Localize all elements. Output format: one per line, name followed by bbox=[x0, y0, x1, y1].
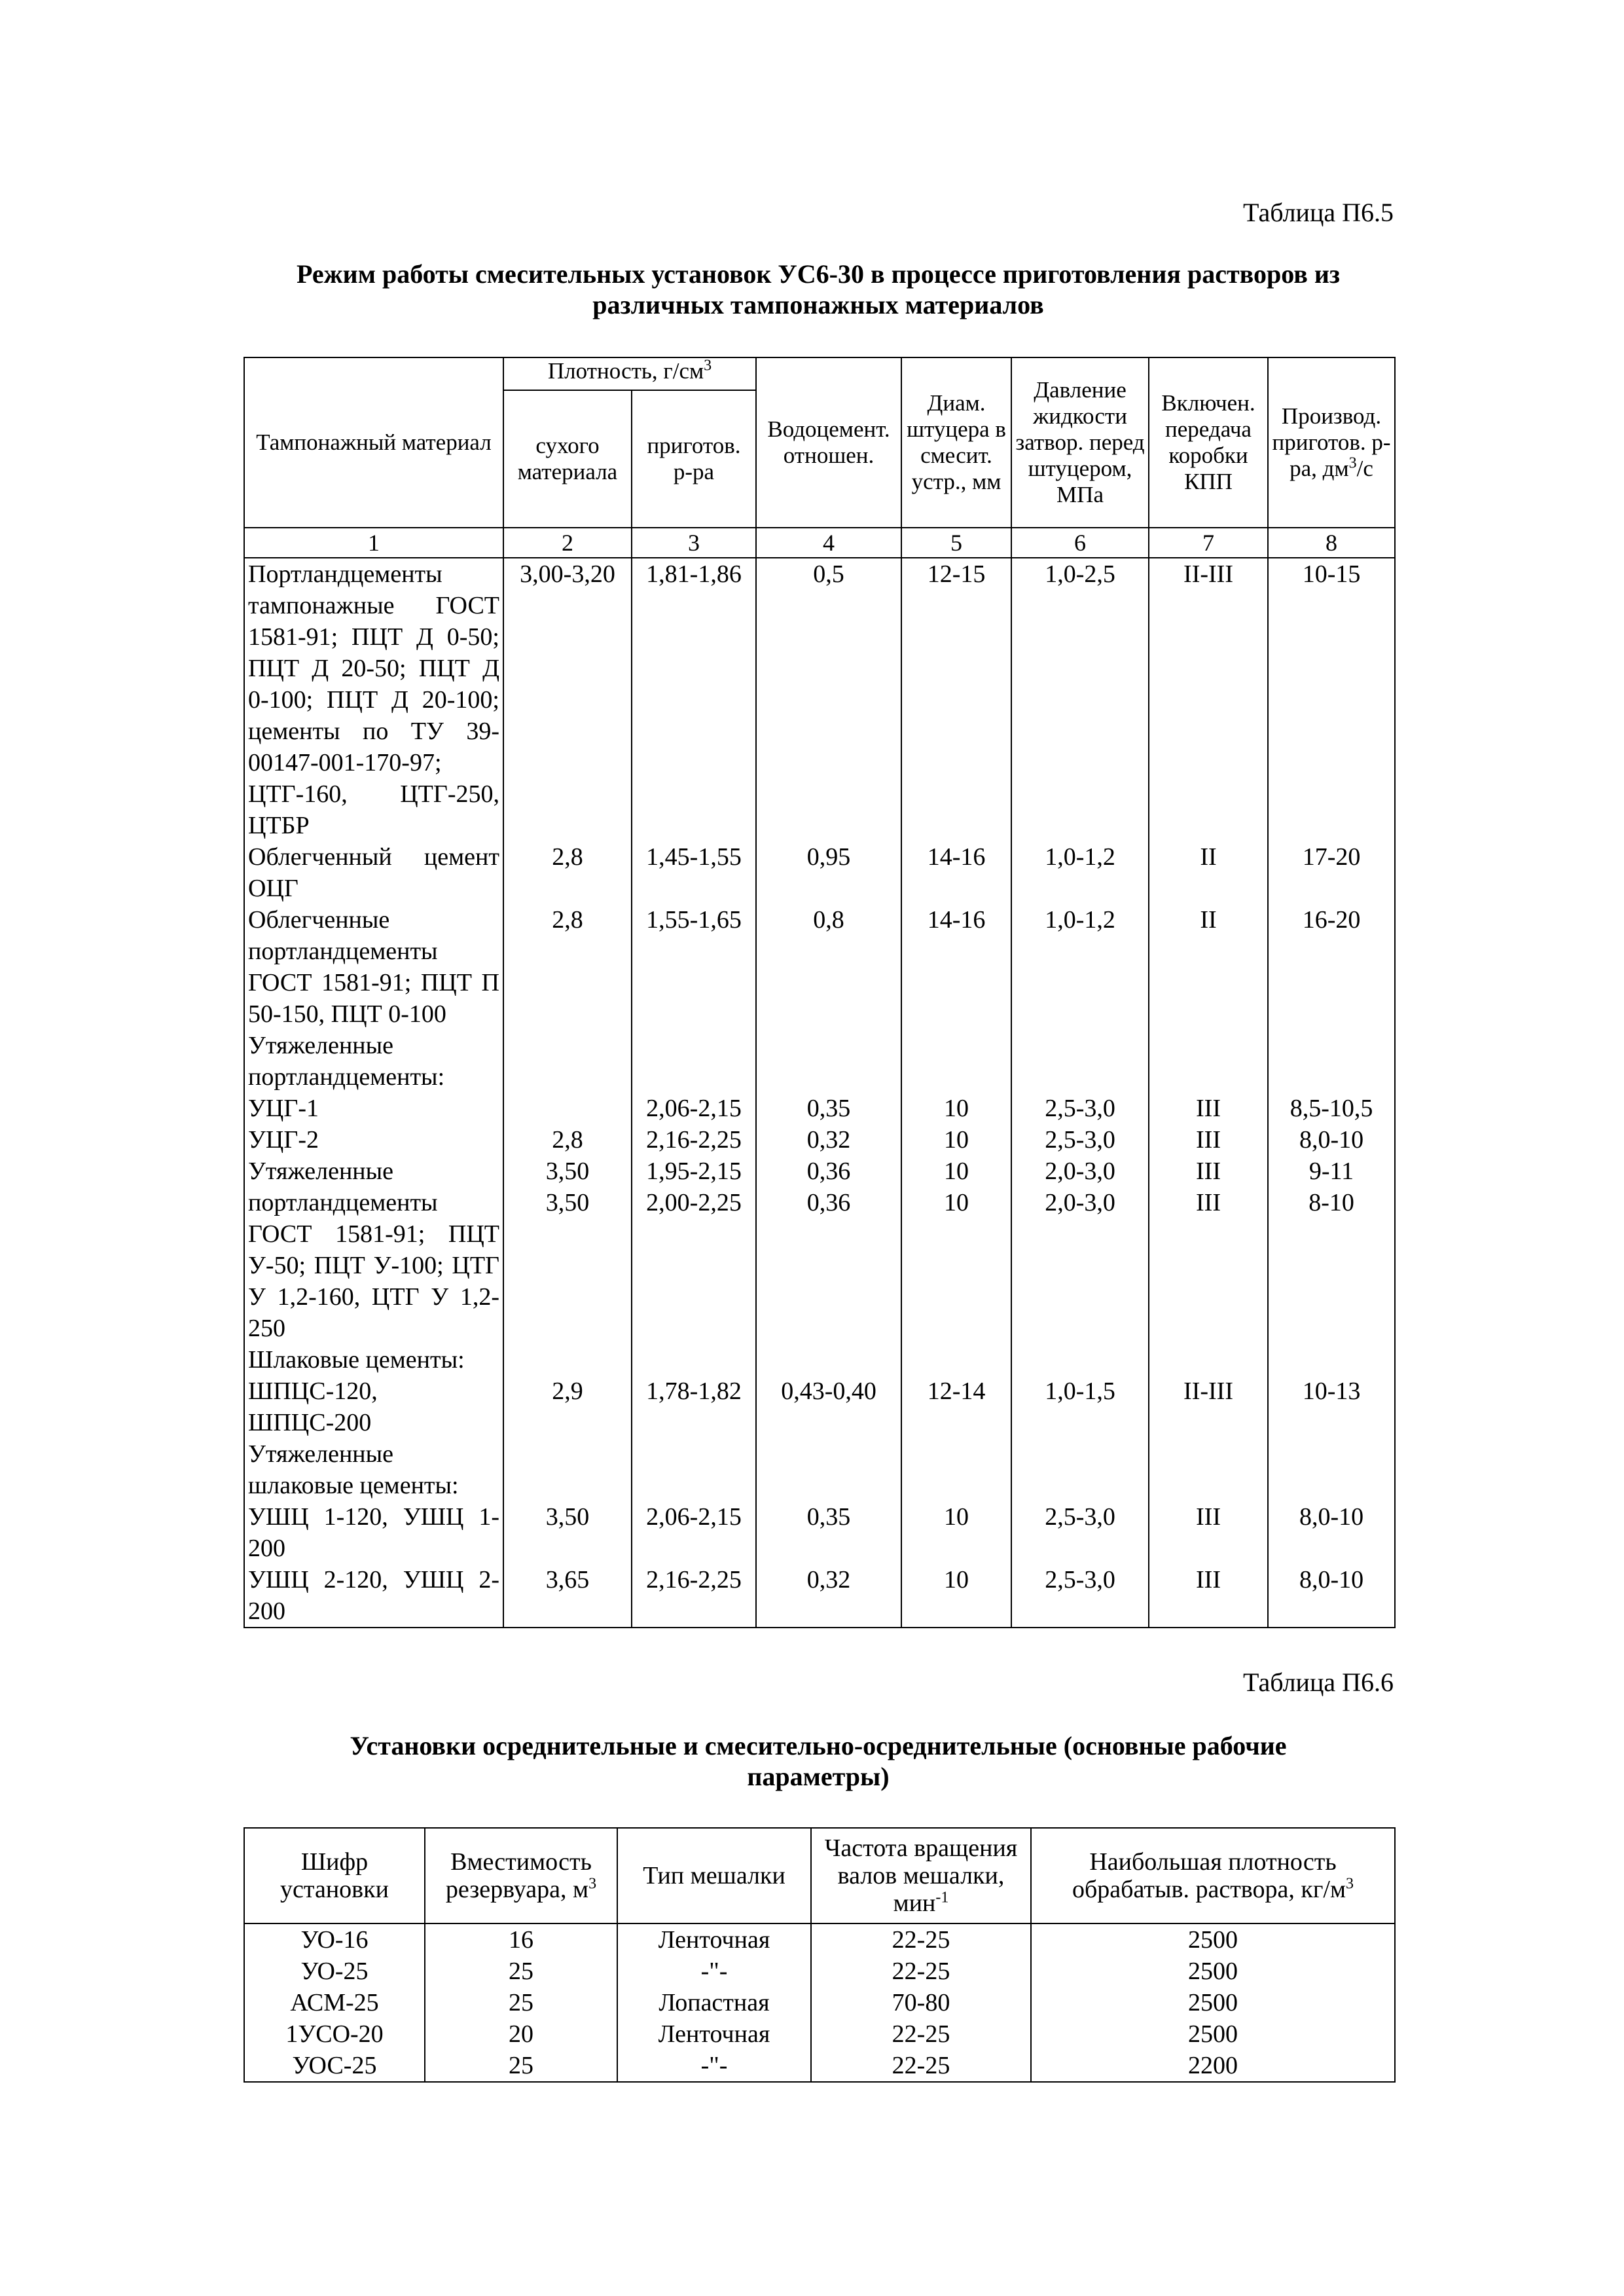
column-number: 5 bbox=[901, 528, 1011, 558]
cell-pressure: 1,0-1,2 bbox=[1011, 904, 1149, 1030]
column-number: 8 bbox=[1268, 528, 1395, 558]
column-capacity: 16 25 25 20 25 bbox=[425, 1923, 617, 2082]
cell-prepared: 1,55-1,65 bbox=[632, 904, 756, 1030]
header-code: Шифр установки bbox=[244, 1828, 425, 1923]
cell-prepared: 1,78-1,82 bbox=[632, 1344, 756, 1438]
cell-prepared: 1,81-1,86 bbox=[632, 558, 756, 841]
cell-nozzle: 10 bbox=[901, 1564, 1011, 1628]
header-productivity: Производ. приготов. р-ра, $дм^3/с$ bbox=[1268, 357, 1395, 528]
cell-wc: 0,32 bbox=[756, 1564, 901, 1628]
table-row bbox=[244, 558, 1395, 841]
table-p6-6 bbox=[244, 1827, 1396, 2083]
cell-nozzle: 12-14 bbox=[901, 1344, 1011, 1438]
cell-pressure: 1,0-2,5 bbox=[1011, 558, 1149, 841]
column-mixer: Ленточная -"- Лопастная Ленточная -"- bbox=[617, 1923, 811, 2082]
cell-material: Утяжеленные портландцементы ГОСТ 1581-91; ПЦТ У-50; ПЦТ У-100; ЦТГ У 1,2-160, ЦТГ У 1,2-250 bbox=[244, 1156, 503, 1344]
header-pressure: Давление жидкости затвор. перед штуцером, МПа bbox=[1011, 357, 1149, 528]
cell-wc: 0,95 bbox=[756, 841, 901, 904]
column-density: 2500 2500 2500 2500 2200 bbox=[1031, 1923, 1395, 2082]
header-nozzle: Диам. штуцера в смесит. устр., мм bbox=[901, 357, 1011, 528]
header-prepared: приготов. р-ра bbox=[632, 390, 756, 528]
header-gear: Включен. передача коробки КПП bbox=[1149, 357, 1268, 528]
cell-material: Облегченный цемент ОЦГ bbox=[244, 841, 503, 904]
table-p6-5 bbox=[244, 357, 1396, 1628]
column-number: 1 bbox=[244, 528, 503, 558]
table-row bbox=[244, 841, 1395, 904]
table-row bbox=[244, 1344, 1395, 1438]
cell-prepared: 2,06-2,15 bbox=[632, 1438, 756, 1564]
cell-material: Утяжеленные портландцементы: УЦГ-1 УЦГ-2 bbox=[244, 1030, 503, 1156]
cell-gear: III bbox=[1149, 1564, 1268, 1628]
cell-nozzle: 14-16 bbox=[901, 841, 1011, 904]
cell-gear: II-III bbox=[1149, 1344, 1268, 1438]
cell-prod: 17-20 bbox=[1268, 841, 1395, 904]
cell-wc: 0,5 bbox=[756, 558, 901, 841]
cell-prod: 16-20 bbox=[1268, 904, 1395, 1030]
cell-dry: 2,8 bbox=[503, 841, 632, 904]
table-body bbox=[244, 1923, 1395, 2082]
cell-wc: 0,35 0,32 bbox=[756, 1030, 901, 1156]
cell-pressure: 2,0-3,0 2,0-3,0 bbox=[1011, 1156, 1149, 1344]
cell-nozzle: 10 10 bbox=[901, 1156, 1011, 1344]
cell-gear: III bbox=[1149, 1438, 1268, 1564]
cell-material: УШЦ 2-120, УШЦ 2-200 bbox=[244, 1564, 503, 1628]
cell-wc: 0,43-0,40 bbox=[756, 1344, 901, 1438]
cell-dry: 2,9 bbox=[503, 1344, 632, 1438]
cell-prepared: 2,16-2,25 bbox=[632, 1564, 756, 1628]
header-mixer: Тип мешалки bbox=[617, 1828, 811, 1923]
cell-dry: 2,8 bbox=[503, 1030, 632, 1156]
column-number: 6 bbox=[1011, 528, 1149, 558]
cell-gear: II bbox=[1149, 904, 1268, 1030]
cell-nozzle: 10 10 bbox=[901, 1030, 1011, 1156]
cell-nozzle: 12-15 bbox=[901, 558, 1011, 841]
cell-wc: 0,8 bbox=[756, 904, 901, 1030]
column-number: 3 bbox=[632, 528, 756, 558]
cell-prepared: 1,45-1,55 bbox=[632, 841, 756, 904]
cell-nozzle: 14-16 bbox=[901, 904, 1011, 1030]
table-row bbox=[244, 1564, 1395, 1628]
cell-dry: 2,8 bbox=[503, 904, 632, 1030]
table-title-p6-5: Режим работы смесительных установок УС6-30 в процессе приготовления растворов из различных тампонажных материалов bbox=[297, 259, 1340, 319]
cell-gear: II-III bbox=[1149, 558, 1268, 841]
header-material: Тампонажный материал bbox=[244, 357, 503, 528]
table-row bbox=[244, 1438, 1395, 1564]
header-speed: Частота вращения валов мешалки, мин$^{-1}$ bbox=[811, 1828, 1031, 1923]
cell-gear: III III bbox=[1149, 1030, 1268, 1156]
column-speed: 22-25 22-25 70-80 22-25 22-25 bbox=[811, 1923, 1031, 2082]
cell-prod: 10-13 bbox=[1268, 1344, 1395, 1438]
cell-prod: 8,0-10 bbox=[1268, 1564, 1395, 1628]
table-row bbox=[244, 1156, 1395, 1344]
cell-prepared: 1,95-2,15 2,00-2,25 bbox=[632, 1156, 756, 1344]
column-number: 4 bbox=[756, 528, 901, 558]
cell-dry: 3,50 3,50 bbox=[503, 1156, 632, 1344]
cell-wc: 0,36 0,36 bbox=[756, 1156, 901, 1344]
cell-pressure: 1,0-1,2 bbox=[1011, 841, 1149, 904]
cell-material: Портландцементы тампонажные ГОСТ 1581-91; ПЦТ Д 0-50; ПЦТ Д 20-50; ПЦТ Д 0-100; ПЦТ Д 20-100; цементы по ТУ 39-00147-001-170-97; ЦТГ-160, ЦТГ-250, ЦТБР bbox=[244, 558, 503, 841]
cell-prepared: 2,06-2,15 2,16-2,25 bbox=[632, 1030, 756, 1156]
cell-gear: III III bbox=[1149, 1156, 1268, 1344]
column-code: УО-16 УО-25 АСМ-25 1УСО-20 УОС-25 bbox=[244, 1923, 425, 2082]
table-row bbox=[244, 904, 1395, 1030]
cell-gear: II bbox=[1149, 841, 1268, 904]
column-number: 7 bbox=[1149, 528, 1268, 558]
cell-prod: 10-15 bbox=[1268, 558, 1395, 841]
cell-material: Шлаковые цементы: ШПЦС-120, ШПЦС-200 bbox=[244, 1344, 503, 1438]
column-number: 2 bbox=[503, 528, 632, 558]
cell-pressure: 2,5-3,0 bbox=[1011, 1438, 1149, 1564]
cell-pressure: 2,5-3,0 2,5-3,0 bbox=[1011, 1030, 1149, 1156]
cell-wc: 0,35 bbox=[756, 1438, 901, 1564]
cell-dry: 3,50 bbox=[503, 1438, 632, 1564]
header-capacity: Вместимость резервуара, $м^3$ bbox=[425, 1828, 617, 1923]
cell-dry: 3,65 bbox=[503, 1564, 632, 1628]
cell-pressure: 1,0-1,5 bbox=[1011, 1344, 1149, 1438]
cell-prod: 9-11 8-10 bbox=[1268, 1156, 1395, 1344]
table-row bbox=[244, 1030, 1395, 1156]
cell-prod: 8,5-10,5 8,0-10 bbox=[1268, 1030, 1395, 1156]
header-wc-ratio: Водоцемент. отношен. bbox=[756, 357, 901, 528]
table-caption-p6-5: Таблица П6.5 bbox=[1243, 198, 1394, 227]
table-title-p6-6: Установки осреднительные и смесительно-осреднительные (основные рабочие параметры) bbox=[350, 1731, 1287, 1791]
header-density-group: Плотность, $г/см^3$ bbox=[503, 357, 756, 390]
cell-nozzle: 10 bbox=[901, 1438, 1011, 1564]
cell-pressure: 2,5-3,0 bbox=[1011, 1564, 1149, 1628]
cell-material: Облегченные портландцементы ГОСТ 1581-91; ПЦТ П 50-150, ПЦТ 0-100 bbox=[244, 904, 503, 1030]
cell-dry: 3,00-3,20 bbox=[503, 558, 632, 841]
header-density: Наибольшая плотность обрабатыв. раствора, $кг/м^3$ bbox=[1031, 1828, 1395, 1923]
cell-prod: 8,0-10 bbox=[1268, 1438, 1395, 1564]
cell-material: Утяжеленные шлаковые цементы: УШЦ 1-120, УШЦ 1-200 bbox=[244, 1438, 503, 1564]
header-dry: сухого материала bbox=[503, 390, 632, 528]
table-caption-p6-6: Таблица П6.6 bbox=[1243, 1667, 1394, 1697]
